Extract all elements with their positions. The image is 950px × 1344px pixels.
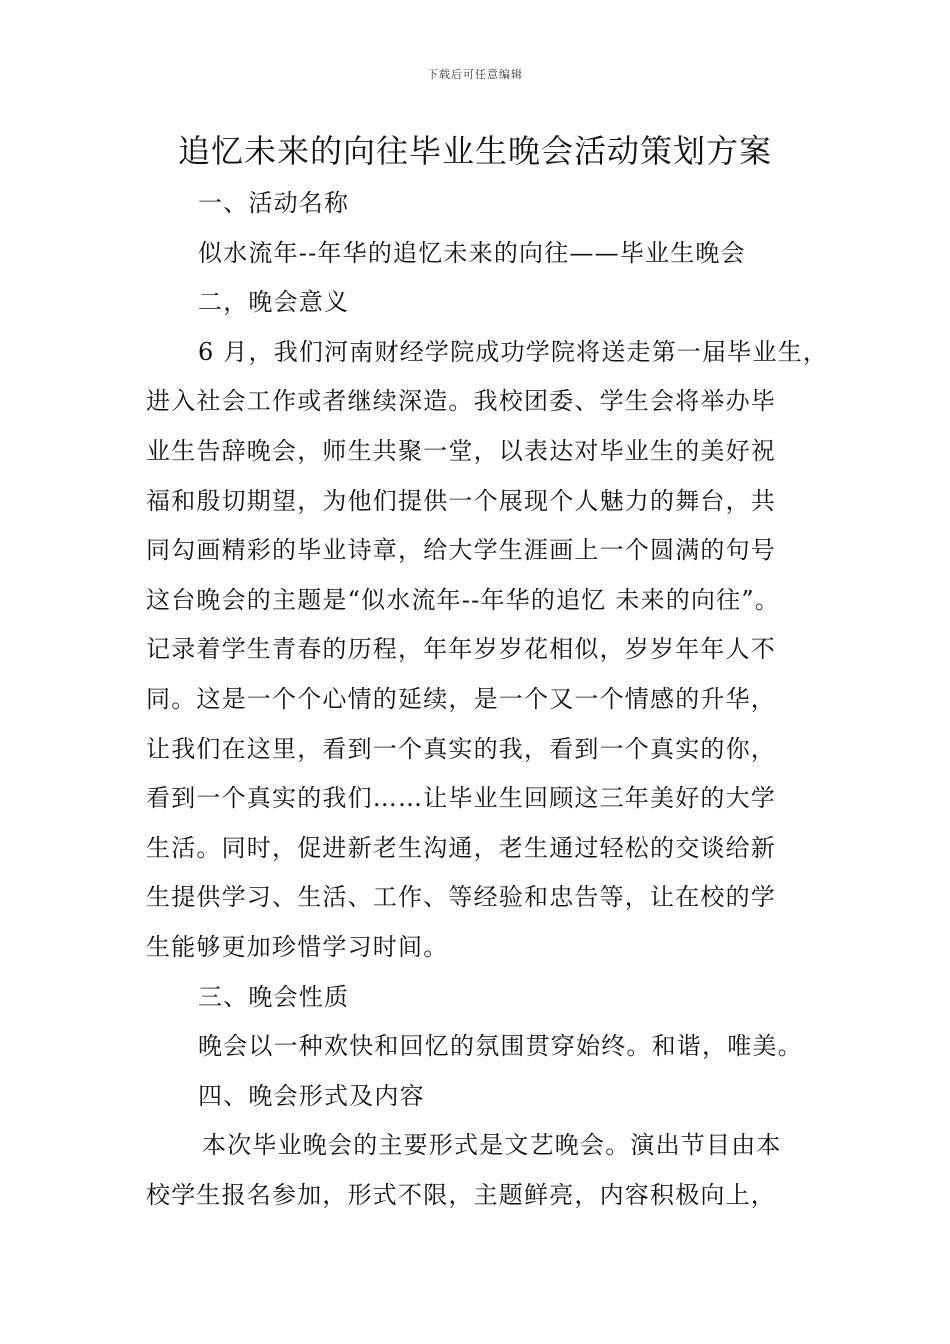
paragraph-line: 看到一个真实的我们……让毕业生回顾这三年美好的大学 <box>146 784 776 813</box>
paragraph-line: 生提供学习、生活、工作、等经验和忠告等，让在校的学 <box>146 883 776 912</box>
paragraph-line: 晚会以一种欢快和回忆的氛围贯穿始终。和谐，唯美。 <box>198 1032 803 1061</box>
header-note: 下载后可任意编辑 <box>427 68 523 81</box>
paragraph-line: 让我们在这里，看到一个真实的我，看到一个真实的你， <box>146 734 776 763</box>
paragraph-line: 6 月，我们河南财经学院成功学院将送走第一届毕业生， <box>198 337 829 366</box>
paragraph-line: 业生告辞晚会，师生共聚一堂，以表达对毕业生的美好祝 <box>146 436 776 465</box>
paragraph-line: 同勾画精彩的毕业诗章，给大学生涯画上一个圆满的句号 <box>146 536 776 565</box>
document-title: 追忆未来的向往毕业生晚会活动策划方案 <box>177 132 772 170</box>
paragraph-line: 生能够更加珍惜学习时间。 <box>146 932 449 961</box>
section-heading-nature: 三、晚会性质 <box>198 982 350 1011</box>
paragraph-line: 似水流年--年华的追忆未来的向往——毕业生晚会 <box>198 238 746 267</box>
section-heading-significance: 二，晚会意义 <box>198 288 350 317</box>
paragraph-line: 福和殷切期望，为他们提供一个展现个人魅力的舞台，共 <box>146 486 776 515</box>
paragraph-line: 进入社会工作或者继续深造。我校团委、学生会将举办毕 <box>146 387 776 416</box>
paragraph-line: 记录着学生青春的历程，年年岁岁花相似，岁岁年年人不 <box>146 635 776 664</box>
section-heading-format: 四、晚会形式及内容 <box>198 1081 425 1110</box>
paragraph-line: 生活。同时，促进新老生沟通，老生通过轻松的交谈给新 <box>146 833 776 862</box>
paragraph-line: 同。这是一个个心情的延续，是一个又一个情感的升华， <box>146 684 776 713</box>
paragraph-line: 这台晚会的主题是“似水流年--年华的追忆 未来的向往”。 <box>146 585 780 614</box>
section-heading-activity-name: 一、活动名称 <box>198 189 350 217</box>
document-body <box>146 179 836 1220</box>
paragraph-line: 校学生报名参加，形式不限，主题鲜亮，内容积极向上， <box>146 1180 776 1209</box>
paragraph-line: 本次毕业晚会的主要形式是文艺晚会。演出节目由本 <box>202 1131 782 1160</box>
